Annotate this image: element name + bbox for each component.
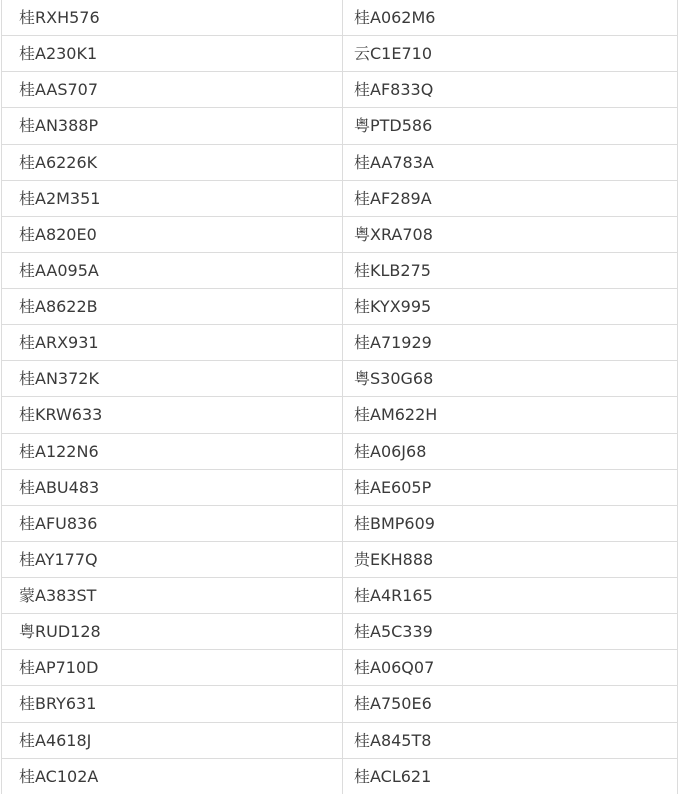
table-row	[2, 361, 678, 397]
plate-cell-left: 桂RXH576	[2, 0, 343, 36]
plate-cell-left: 桂KRW633	[2, 397, 343, 433]
table-row	[2, 108, 678, 144]
plate-cell-left: 桂AA095A	[2, 252, 343, 288]
plate-cell-left: 桂AP710D	[2, 650, 343, 686]
table-row	[2, 216, 678, 252]
plate-cell-right: 桂A4R165	[343, 578, 678, 614]
plate-cell-right: 桂A845T8	[343, 722, 678, 758]
plate-cell-right: 桂AF289A	[343, 180, 678, 216]
plate-cell-right: 桂A06J68	[343, 433, 678, 469]
plate-cell-left: 桂A820E0	[2, 216, 343, 252]
plate-cell-left: 桂AY177Q	[2, 541, 343, 577]
plate-cell-left: 桂AFU836	[2, 505, 343, 541]
plate-cell-left: 桂AAS707	[2, 72, 343, 108]
table-row	[2, 722, 678, 758]
plate-cell-left: 桂ABU483	[2, 469, 343, 505]
plate-cell-right: 桂A5C339	[343, 614, 678, 650]
plate-cell-left: 桂A8622B	[2, 289, 343, 325]
plate-table-body	[2, 0, 678, 794]
table-row	[2, 758, 678, 794]
plate-cell-left: 粤RUD128	[2, 614, 343, 650]
table-row	[2, 469, 678, 505]
table-row	[2, 144, 678, 180]
table-row	[2, 0, 678, 36]
table-row	[2, 289, 678, 325]
plate-cell-right: 桂AF833Q	[343, 72, 678, 108]
plate-cell-right: 桂A71929	[343, 325, 678, 361]
plate-cell-right: 桂ACL621	[343, 758, 678, 794]
plate-cell-right: 贵EKH888	[343, 541, 678, 577]
plate-cell-right: 桂BMP609	[343, 505, 678, 541]
table-row	[2, 252, 678, 288]
plate-cell-right: 桂KLB275	[343, 252, 678, 288]
plate-cell-left: 桂A230K1	[2, 36, 343, 72]
plate-cell-left: 桂AN388P	[2, 108, 343, 144]
plate-cell-left: 桂AN372K	[2, 361, 343, 397]
table-row	[2, 397, 678, 433]
table-row	[2, 325, 678, 361]
plate-cell-left: 桂AC102A	[2, 758, 343, 794]
plate-cell-left: 蒙A383ST	[2, 578, 343, 614]
plate-cell-right: 桂KYX995	[343, 289, 678, 325]
plate-cell-right: 云C1E710	[343, 36, 678, 72]
table-row	[2, 72, 678, 108]
table-row	[2, 650, 678, 686]
plate-cell-left: 桂A2M351	[2, 180, 343, 216]
table-row	[2, 180, 678, 216]
plate-cell-right: 粤XRA708	[343, 216, 678, 252]
plate-cell-right: 桂AA783A	[343, 144, 678, 180]
plate-cell-left: 桂A4618J	[2, 722, 343, 758]
table-row	[2, 36, 678, 72]
plate-cell-right: 桂AM622H	[343, 397, 678, 433]
plate-cell-right: 粤S30G68	[343, 361, 678, 397]
table-row	[2, 686, 678, 722]
plate-cell-left: 桂BRY631	[2, 686, 343, 722]
plate-number-table	[1, 0, 678, 794]
plate-cell-right: 粤PTD586	[343, 108, 678, 144]
plate-cell-left: 桂A6226K	[2, 144, 343, 180]
plate-cell-right: 桂A750E6	[343, 686, 678, 722]
plate-cell-left: 桂A122N6	[2, 433, 343, 469]
table-row	[2, 433, 678, 469]
plate-cell-right: 桂A062M6	[343, 0, 678, 36]
table-row	[2, 614, 678, 650]
plate-cell-right: 桂A06Q07	[343, 650, 678, 686]
table-row	[2, 541, 678, 577]
plate-cell-left: 桂ARX931	[2, 325, 343, 361]
table-row	[2, 505, 678, 541]
plate-cell-right: 桂AE605P	[343, 469, 678, 505]
table-row	[2, 578, 678, 614]
